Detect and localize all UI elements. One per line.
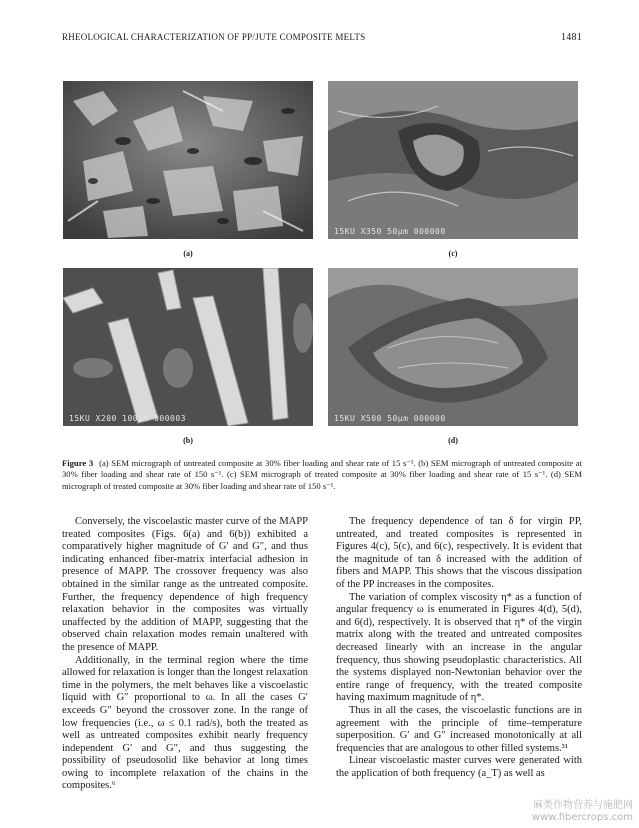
watermark-line-2: www.fibercrops.com <box>531 812 633 823</box>
paragraph: Thus in all the cases, the viscoelastic functions are in agreement with the principle of time–temperature superposition. G′ and G″ increased monotonically at all frequencies that are analogous to other filled systems.³¹ <box>336 704 582 754</box>
paragraph: The variation of complex viscosity η* as a function of angular frequency ω is enumerated in Figures 4(d), 5(d), and 6(d), respectively. It is observed that η* of the virgin matrix along with the treated and untreated composites decreased linearly with an increase in the angular frequency, thus showing pseudoplastic characteristics. All the systems displayed non-Newtonian behavior over the entire range of frequency, with the treated composite having maximum magnitude of η*. <box>336 591 582 704</box>
site-watermark <box>532 800 633 824</box>
sem-micrograph-d <box>328 268 578 426</box>
running-head-title: RHEOLOGICAL CHARACTERIZATION OF PP/JUTE COMPOSITE MELTS <box>62 32 366 42</box>
watermark-line-1: 麻类作物营养与施肥网 <box>533 800 633 811</box>
page-number: 1481 <box>561 32 582 43</box>
paragraph: Linear viscoelastic master curves were generated with the application of both frequency (a_T) as well as <box>336 755 582 779</box>
scalebar-d <box>328 412 578 426</box>
scalebar-text-d: 15KU X500 50μm 000000 <box>334 414 446 423</box>
panel-label-b: (b) <box>183 436 193 445</box>
figure-caption-text: (a) SEM micrograph of untreated composite at 30% fiber loading and shear rate of 15 s⁻¹. (b) SEM micrograph of untreated composite at 30% fiber loading and shear rate of 150 s⁻¹. (c) SEM micrograph of treated composite at 30% fiber loading and shear rate of 15 s⁻¹. (d) SEM micrograph of treated composite at 30% fiber loading and shear rate of 150 s⁻¹. <box>62 458 582 491</box>
panel-label-c: (c) <box>448 249 458 258</box>
paragraph: Conversely, the viscoelastic master curve of the MAPP treated composites (Figs. 6(a) and 6(b)) exhibited a comparatively higher magnitude of G′ and G″, and thus indicating enhanced fiber-matrix interfacial adhesion in presence of MAPP. The crossover frequency was also obtained in the similar range as the untreated composite. Further, the frequency dependence of high frequency relaxation behavior in the composites was virtually unaffected by the addition of MAPP, suggesting that the observed chain relaxation modes remain unaltered with the presence of MAPP. <box>62 516 308 653</box>
body-column-right <box>336 516 582 780</box>
panel-label-d: (d) <box>448 436 458 445</box>
scalebar-text-b: 15KU X200 100μm 000003 <box>69 414 186 423</box>
figure-caption-label: Figure 3 <box>62 458 94 468</box>
scalebar-text-c: 15KU X350 50μm 000000 <box>334 227 446 236</box>
sem-micrograph-c <box>328 81 578 239</box>
body-column-left <box>62 516 308 793</box>
paragraph: The frequency dependence of tan δ for virgin PP, untreated, and treated composites is represented in Figures 4(c), 5(c), and 6(c), respectively. It is evident that the magnitude of tan δ increased with the addition of fibers and MAPP. This shows that the viscous dissipation of the PP increases in the composites. <box>336 516 582 590</box>
scalebar-c <box>328 225 578 239</box>
panel-label-a: (a) <box>183 249 193 258</box>
sem-micrograph-a <box>63 81 313 239</box>
paragraph: Additionally, in the terminal region where the time allowed for relaxation is longer than the longest relaxation time in the polymers, the melt behaves like a viscoelastic liquid with G″ proportional to ω. In all the cases G′ exceeds G″ beyond the crossover zone. In the range of low frequencies (i.e., ω ≤ 0.1 rad/s), both the treated as well as untreated composites exhibit nearly frequency independent G′ and G″, and thus suggesting the possibility of pseudosolid like behavior at long times owing to incomplete relaxation of the chains in the composites.⁶ <box>62 654 308 792</box>
scalebar-b <box>63 412 313 426</box>
figure-caption <box>62 458 582 492</box>
sem-micrograph-b <box>63 268 313 426</box>
